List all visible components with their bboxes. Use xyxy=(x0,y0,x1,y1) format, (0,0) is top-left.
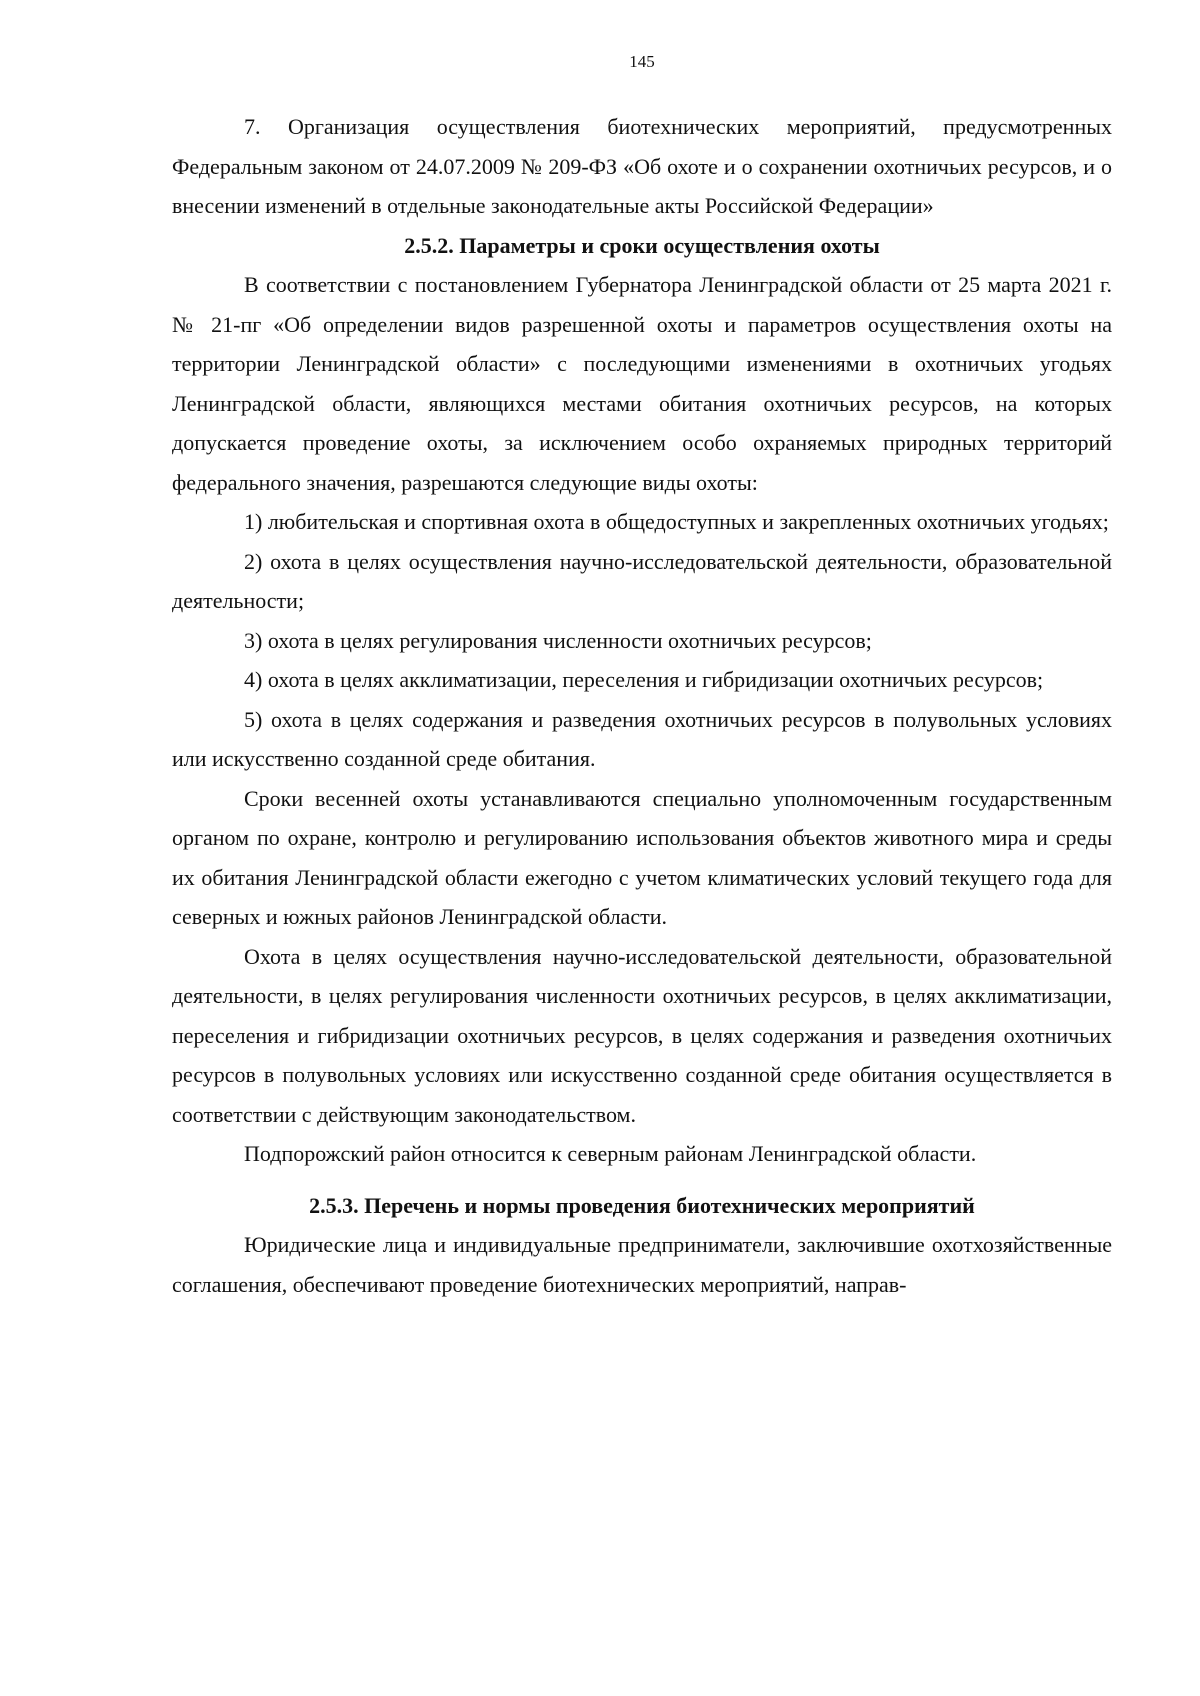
page-number: 145 xyxy=(629,52,655,71)
paragraph-intro: В соответствии с постановлением Губернатора Ленинградской области от 25 марта 2021 г. № 21-пг «Об определении видов разрешенной охоты и параметров осуществления охоты на территории Ленинградской области» с последующими изменениями в охотничьих угодьях Ленинградской области, являющихся местами обитания охотничьих ресурсов, на которых допускается проведение охоты, за исключением особо охраняемых природных территорий федерального значения, разрешаются следующие виды охоты: xyxy=(172,272,1112,495)
paragraph-district: Подпорожский район относится к северным районам Ленинградской области. xyxy=(244,1141,977,1166)
paragraph-spring-hunting: Сроки весенней охоты устанавливаются специально уполномоченным государственным органом по охране, контролю и регулированию использования объектов животного мира и среды их обитания Ленинградской области ежегодно с учетом климатических условий текущего года для северных и южных районов Ленинградской области. xyxy=(172,785,1112,929)
list-item-1: 1) любительская и спортивная охота в общедоступных и закрепленных охотничьих угодьях; xyxy=(244,509,1109,534)
paragraph-legal-entities: Юридические лица и индивидуальные предприниматели, заключившие охотхозяйственные соглашения, обеспечивают проведение биотехнических мероприятий, направ- xyxy=(172,1232,1112,1297)
section-heading-2-5-3: 2.5.3. Перечень и нормы проведения биотехнических мероприятий xyxy=(309,1192,975,1218)
paragraph-item-7: 7. Организация осуществления биотехнических мероприятий, предусмотренных Федеральным законом от 24.07.2009 № 209-ФЗ «Об охоте и о сохранении охотничьих ресурсов, и о внесении изменений в отдельные законодательные акты Российской Федерации» xyxy=(172,114,1112,218)
list-item-4: 4) охота в целях акклиматизации, переселения и гибридизации охотничьих ресурсов; xyxy=(244,667,1044,692)
paragraph-research-hunting: Охота в целях осуществления научно-исследовательской деятельности, образовательной деятельности, в целях регулирования численности охотничьих ресурсов, в целях акклиматизации, переселения и гибридизации охотничьих ресурсов, в целях содержания и разведения охотничьих ресурсов в полувольных условиях или искусственно созданной среде обитания осуществляется в соответствии с действующим законодательством. xyxy=(172,943,1112,1127)
document-page xyxy=(172,52,1112,1304)
list-item-2: 2) охота в целях осуществления научно-исследовательской деятельности, образовательной деятельности; xyxy=(172,548,1112,613)
list-item-5: 5) охота в целях содержания и разведения охотничьих ресурсов в полувольных условиях или искусственно созданной среде обитания. xyxy=(172,706,1112,771)
list-item-3: 3) охота в целях регулирования численности охотничьих ресурсов; xyxy=(244,627,872,653)
section-heading-2-5-2: 2.5.2. Параметры и сроки осуществления охоты xyxy=(404,232,880,258)
